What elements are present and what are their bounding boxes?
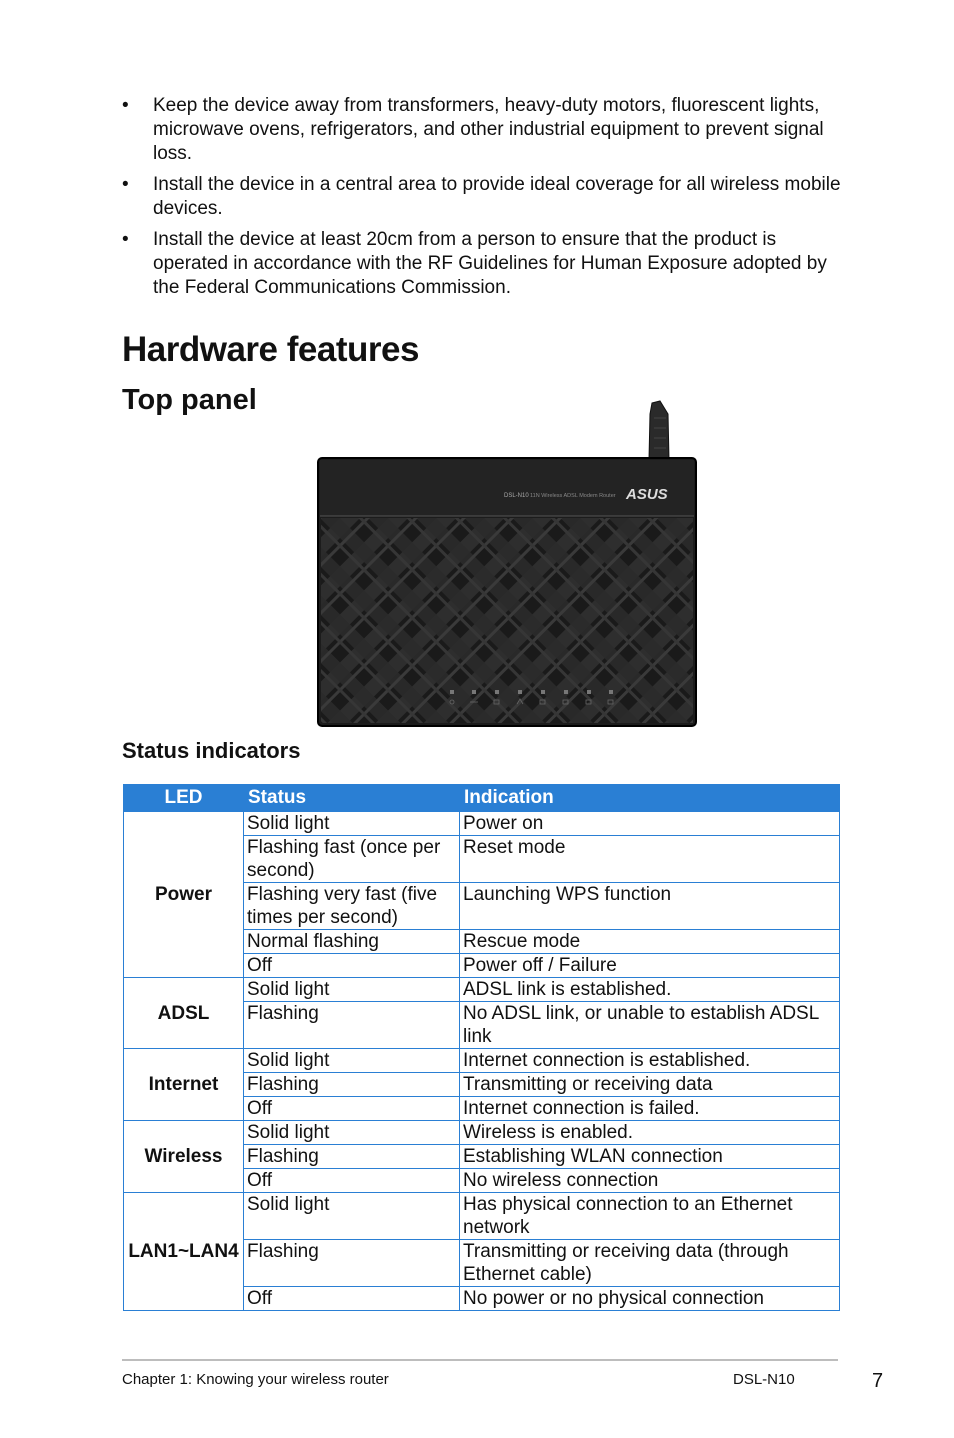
column-header-status: Status	[244, 785, 460, 812]
status-cell: Solid light	[244, 1193, 460, 1240]
status-cell: Off	[244, 1097, 460, 1121]
status-indicators-table	[123, 784, 840, 1311]
indication-cell: No ADSL link, or unable to establish ADSL link	[460, 1002, 840, 1049]
status-cell: Solid light	[244, 1049, 460, 1073]
indication-cell: Has physical connection to an Ethernet network	[460, 1193, 840, 1240]
footer-divider	[122, 1359, 838, 1361]
bullet-text: Keep the device away from transformers, heavy-duty motors, fluorescent lights, microwave ovens, refrigerators, and other industrial equipment to prevent signal loss.	[153, 95, 824, 164]
router-model-desc: 11N Wireless ADSL Modem Router	[530, 493, 616, 499]
indication-cell: Transmitting or receiving data	[460, 1073, 840, 1097]
indication-cell: Launching WPS function	[460, 883, 840, 930]
indication-cell: Reset mode	[460, 836, 840, 883]
status-cell: Solid light	[244, 812, 460, 836]
page-number: 7	[872, 1370, 884, 1392]
table-row	[124, 978, 840, 1002]
indication-cell: Power on	[460, 812, 840, 836]
section-title: Top panel	[122, 384, 257, 416]
status-cell: Off	[244, 1169, 460, 1193]
bullet-text: Install the device at least 20cm from a person to ensure that the product is operated in accordance with the RF Guidelines for Human Exposure adopted by the Federal Communications Commission.	[153, 229, 827, 298]
led-name-power: Power	[124, 812, 244, 978]
status-cell: Flashing	[244, 1145, 460, 1169]
status-cell: Flashing very fast (five times per second)	[244, 883, 460, 930]
indication-cell: Establishing WLAN connection	[460, 1145, 840, 1169]
table-row	[124, 1049, 840, 1073]
bullet-marker: •	[122, 174, 129, 195]
status-cell: Flashing	[244, 1240, 460, 1287]
list-item	[122, 228, 842, 300]
page-title: Hardware features	[122, 330, 419, 369]
status-cell: Flashing	[244, 1002, 460, 1049]
indication-cell: Transmitting or receiving data (through Ethernet cable)	[460, 1240, 840, 1287]
status-cell: Off	[244, 1287, 460, 1311]
led-name-internet: Internet	[124, 1049, 244, 1121]
precaution-list	[122, 94, 842, 307]
column-header-led: LED	[124, 785, 244, 812]
led-name-lan: LAN1~LAN4	[124, 1193, 244, 1311]
indication-cell: Internet connection is established.	[460, 1049, 840, 1073]
indication-cell: Power off / Failure	[460, 954, 840, 978]
table-row	[124, 1193, 840, 1240]
led-name-adsl: ADSL	[124, 978, 244, 1049]
bullet-marker: •	[122, 229, 129, 250]
bullet-text: Install the device in a central area to provide ideal coverage for all wireless mobile devices.	[153, 174, 841, 219]
table-row	[124, 812, 840, 836]
indication-cell: ADSL link is established.	[460, 978, 840, 1002]
indication-cell: Rescue mode	[460, 930, 840, 954]
footer-model: DSL-N10	[733, 1371, 795, 1388]
indication-cell: No power or no physical connection	[460, 1287, 840, 1311]
status-cell: Normal flashing	[244, 930, 460, 954]
indication-cell: No wireless connection	[460, 1169, 840, 1193]
led-name-wireless: Wireless	[124, 1121, 244, 1193]
status-cell: Flashing	[244, 1073, 460, 1097]
status-cell: Off	[244, 954, 460, 978]
indication-cell: Internet connection is failed.	[460, 1097, 840, 1121]
router-top-panel-image	[316, 398, 698, 730]
column-header-indication: Indication	[460, 785, 840, 812]
status-cell: Solid light	[244, 1121, 460, 1145]
asus-logo: ASUS	[626, 486, 668, 503]
status-cell: Solid light	[244, 978, 460, 1002]
list-item	[122, 173, 842, 221]
router-model-label: DSL-N10	[504, 493, 529, 499]
table-row	[124, 1121, 840, 1145]
list-item	[122, 94, 842, 166]
footer-chapter: Chapter 1: Knowing your wireless router	[122, 1371, 389, 1388]
table-header-row	[124, 785, 840, 812]
indication-cell: Wireless is enabled.	[460, 1121, 840, 1145]
status-cell: Flashing fast (once per second)	[244, 836, 460, 883]
bullet-marker: •	[122, 95, 129, 116]
status-indicators-heading: Status indicators	[122, 738, 301, 763]
